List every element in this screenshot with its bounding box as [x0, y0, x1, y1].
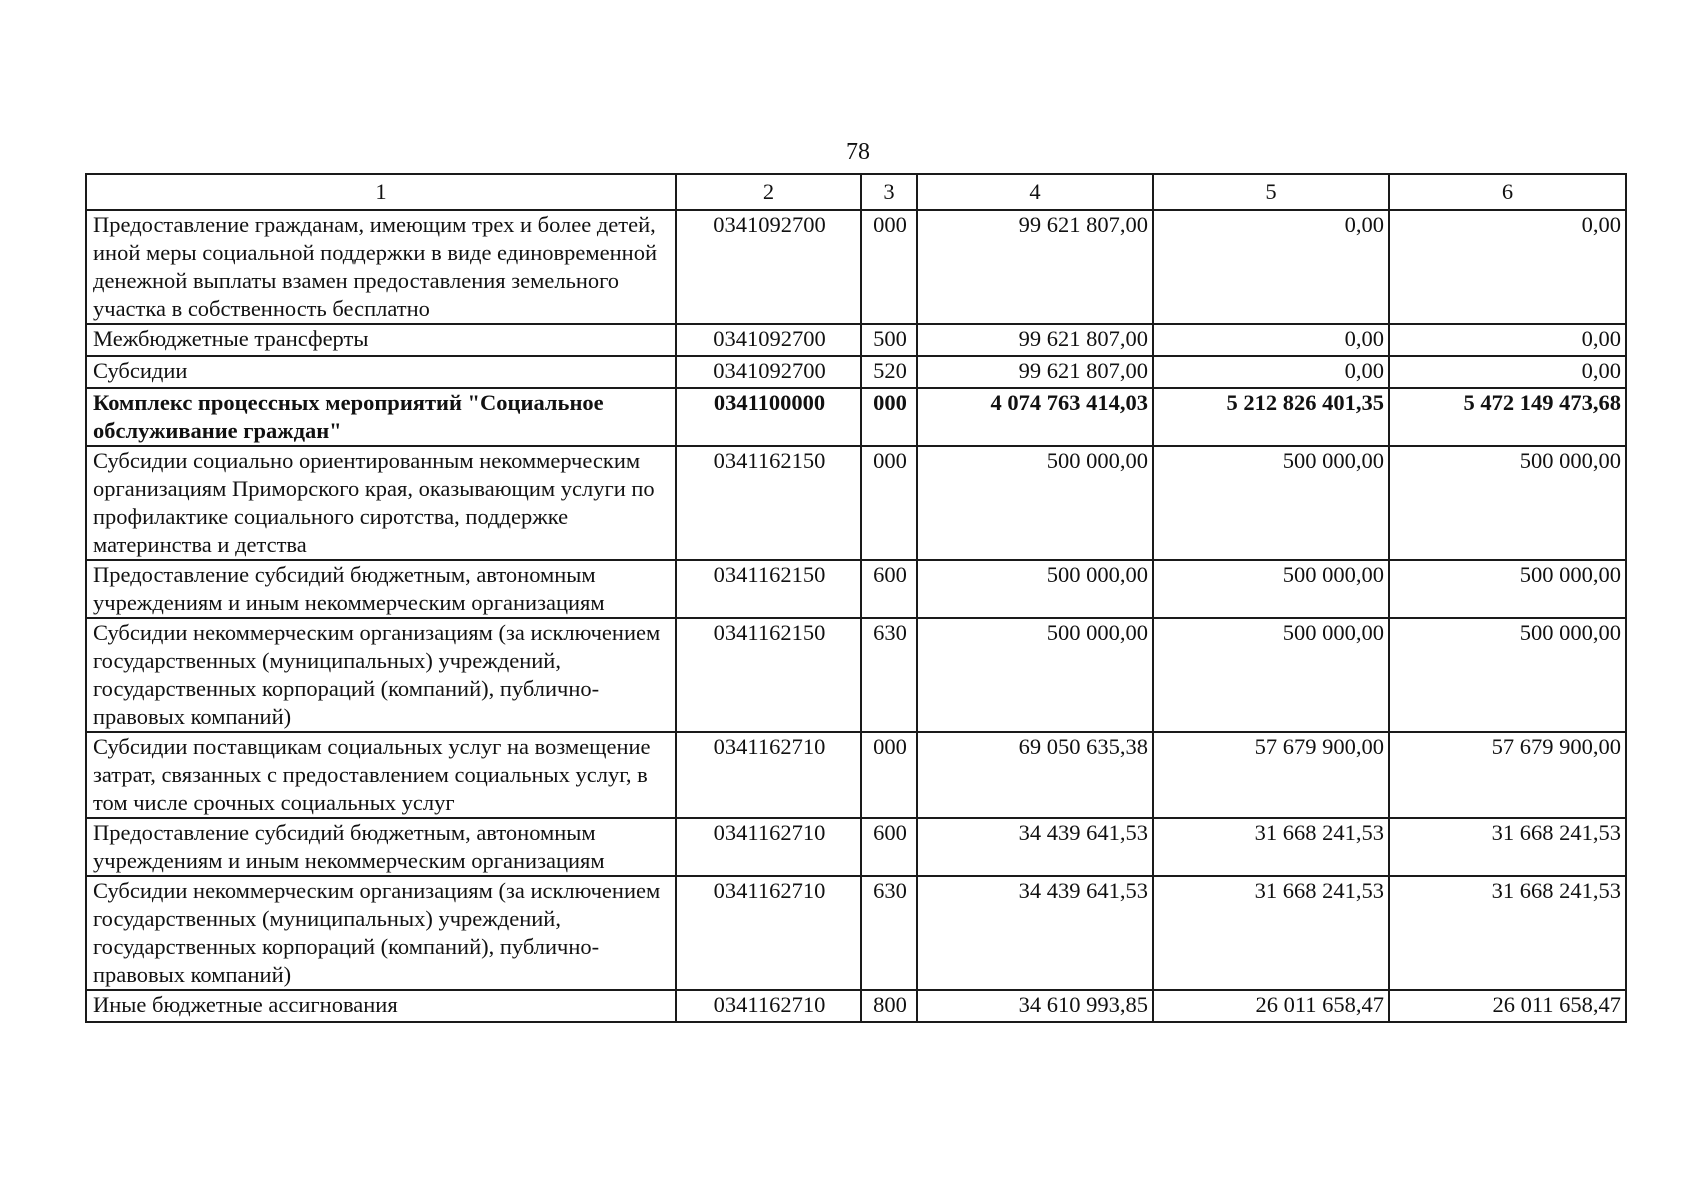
- row-value-6: 500 000,00: [1389, 560, 1626, 618]
- row-value-6: 0,00: [1389, 356, 1626, 388]
- column-header: 6: [1389, 174, 1626, 210]
- row-code: 0341162710: [676, 876, 861, 990]
- table-row: [86, 356, 1626, 388]
- row-kind: 500: [861, 324, 917, 356]
- row-code: 0341162710: [676, 732, 861, 818]
- row-name: Субсидии некоммерческим организациям (за исключением государственных (муниципальных) учреждений, государственных корпораций (компаний), публично-правовых компаний): [86, 618, 676, 732]
- row-kind: 520: [861, 356, 917, 388]
- row-value-4: 500 000,00: [917, 618, 1153, 732]
- table-row: [86, 732, 1626, 818]
- table-row: [86, 618, 1626, 732]
- row-kind: 600: [861, 560, 917, 618]
- row-kind: 800: [861, 990, 917, 1022]
- row-value-4: 99 621 807,00: [917, 324, 1153, 356]
- row-value-5: 500 000,00: [1153, 560, 1389, 618]
- row-value-6: 500 000,00: [1389, 446, 1626, 560]
- table-row: [86, 818, 1626, 876]
- table-row: [86, 876, 1626, 990]
- row-value-6: 500 000,00: [1389, 618, 1626, 732]
- row-value-4: 99 621 807,00: [917, 210, 1153, 324]
- row-kind: 000: [861, 210, 917, 324]
- row-value-6: 31 668 241,53: [1389, 818, 1626, 876]
- row-name: Предоставление субсидий бюджетным, автономным учреждениям и иным некоммерческим организациям: [86, 560, 676, 618]
- row-value-4: 500 000,00: [917, 446, 1153, 560]
- row-name: Предоставление субсидий бюджетным, автономным учреждениям и иным некоммерческим организациям: [86, 818, 676, 876]
- row-code: 0341092700: [676, 356, 861, 388]
- budget-table: [85, 173, 1627, 1023]
- table-row: [86, 560, 1626, 618]
- row-name: Субсидии социально ориентированным некоммерческим организациям Приморского края, оказывающим услуги по профилактике социального сиротства, поддержке материнства и детства: [86, 446, 676, 560]
- row-name: Иные бюджетные ассигнования: [86, 990, 676, 1022]
- row-name: Субсидии некоммерческим организациям (за исключением государственных (муниципальных) учреждений, государственных корпораций (компаний), публично-правовых компаний): [86, 876, 676, 990]
- row-value-4: 34 610 993,85: [917, 990, 1153, 1022]
- row-value-4: 4 074 763 414,03: [917, 388, 1153, 446]
- row-value-5: 0,00: [1153, 356, 1389, 388]
- column-header: 3: [861, 174, 917, 210]
- row-code: 0341162150: [676, 446, 861, 560]
- row-value-4: 34 439 641,53: [917, 876, 1153, 990]
- column-header: 2: [676, 174, 861, 210]
- row-value-4: 69 050 635,38: [917, 732, 1153, 818]
- row-value-5: 500 000,00: [1153, 446, 1389, 560]
- row-code: 0341162710: [676, 990, 861, 1022]
- row-value-4: 34 439 641,53: [917, 818, 1153, 876]
- row-value-5: 5 212 826 401,35: [1153, 388, 1389, 446]
- table-row-section: [86, 388, 1626, 446]
- row-value-5: 57 679 900,00: [1153, 732, 1389, 818]
- row-value-6: 57 679 900,00: [1389, 732, 1626, 818]
- row-kind: 000: [861, 732, 917, 818]
- row-kind: 600: [861, 818, 917, 876]
- row-value-6: 26 011 658,47: [1389, 990, 1626, 1022]
- table-row: [86, 324, 1626, 356]
- row-code: 0341100000: [676, 388, 861, 446]
- row-value-6: 5 472 149 473,68: [1389, 388, 1626, 446]
- row-kind: 630: [861, 876, 917, 990]
- table-row: [86, 210, 1626, 324]
- row-value-4: 500 000,00: [917, 560, 1153, 618]
- table-row: [86, 990, 1626, 1022]
- row-name: Субсидии: [86, 356, 676, 388]
- row-value-6: 0,00: [1389, 324, 1626, 356]
- row-value-5: 31 668 241,53: [1153, 876, 1389, 990]
- row-value-5: 0,00: [1153, 324, 1389, 356]
- row-value-5: 31 668 241,53: [1153, 818, 1389, 876]
- row-name: Межбюджетные трансферты: [86, 324, 676, 356]
- row-code: 0341092700: [676, 324, 861, 356]
- row-code: 0341162710: [676, 818, 861, 876]
- column-header: 1: [86, 174, 676, 210]
- row-name: Комплекс процессных мероприятий "Социальное обслуживание граждан": [86, 388, 676, 446]
- page-number: 78: [846, 139, 870, 165]
- table-row: [86, 446, 1626, 560]
- row-kind: 000: [861, 446, 917, 560]
- row-code: 0341162150: [676, 560, 861, 618]
- row-kind: 000: [861, 388, 917, 446]
- row-value-5: 26 011 658,47: [1153, 990, 1389, 1022]
- row-value-5: 500 000,00: [1153, 618, 1389, 732]
- row-value-5: 0,00: [1153, 210, 1389, 324]
- row-value-6: 0,00: [1389, 210, 1626, 324]
- column-header: 5: [1153, 174, 1389, 210]
- row-code: 0341092700: [676, 210, 861, 324]
- row-kind: 630: [861, 618, 917, 732]
- row-value-4: 99 621 807,00: [917, 356, 1153, 388]
- row-name: Субсидии поставщикам социальных услуг на возмещение затрат, связанных с предоставлением социальных услуг, в том числе срочных социальных услуг: [86, 732, 676, 818]
- row-name: Предоставление гражданам, имеющим трех и более детей, иной меры социальной поддержки в виде единовременной денежной выплаты взамен предоставления земельного участка в собственность бесплатно: [86, 210, 676, 324]
- row-code: 0341162150: [676, 618, 861, 732]
- row-value-6: 31 668 241,53: [1389, 876, 1626, 990]
- table-header-row: [86, 174, 1626, 210]
- column-header: 4: [917, 174, 1153, 210]
